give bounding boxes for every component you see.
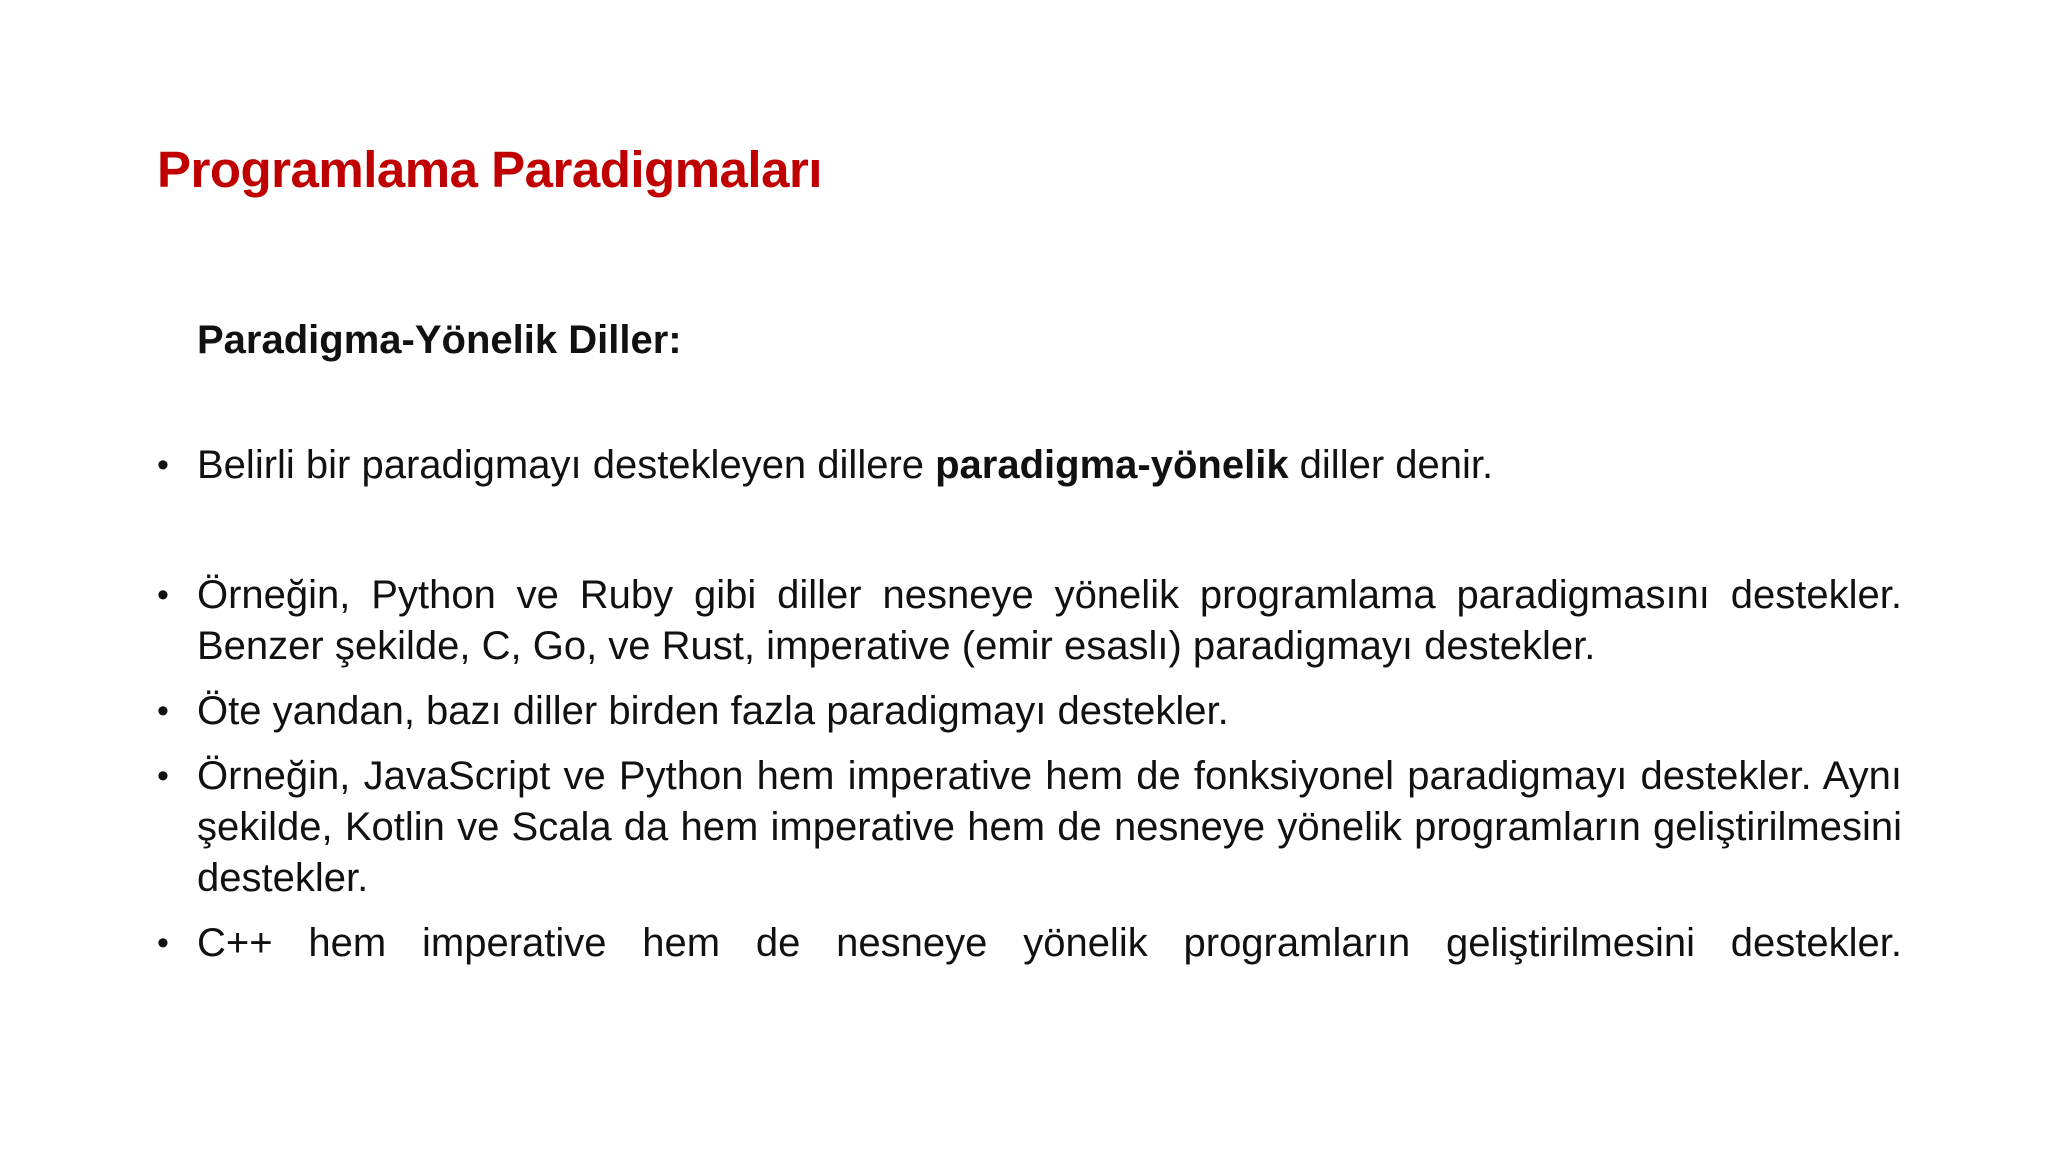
bullet-item — [157, 918, 1902, 969]
slide-title: Programlama Paradigmaları — [157, 141, 822, 198]
section-subheading: Paradigma-Yönelik Diller: — [197, 318, 682, 362]
bullet-marker-icon: • — [157, 446, 169, 484]
bullet-text-after: diller denir. — [1288, 443, 1494, 487]
bullet-marker-icon: • — [157, 576, 169, 614]
bullet-marker-icon: • — [157, 757, 169, 795]
bullet-text-bold: paradigma-yönelik — [935, 443, 1289, 487]
bullet-marker-icon: • — [157, 924, 169, 962]
bullet-text: Örneğin, Python ve Ruby gibi diller nesneye yönelik programlama paradigmasını destekler. Benzer şekilde, C, Go, ve Rust, imperative (emir esaslı) paradigmayı destekler. — [197, 573, 1902, 668]
bullet-text: C++ hem imperative hem de nesneye yönelik programların geliştirilmesini destekler. — [197, 921, 1902, 965]
bullet-text: Örneğin, JavaScript ve Python hem imperative hem de fonksiyonel paradigmayı destekler. Aynı şekilde, Kotlin ve Scala da hem imperative hem de nesneye yönelik programların geliştirilmesini destekler. — [197, 754, 1902, 900]
bullet-item — [157, 751, 1902, 904]
bullet-item — [157, 570, 1902, 672]
bullet-item — [157, 440, 1902, 491]
bullet-marker-icon: • — [157, 692, 169, 730]
bullet-text-before: Belirli bir paradigmayı destekleyen dillere — [197, 443, 936, 487]
bullet-list — [157, 440, 1902, 969]
bullet-text: Öte yandan, bazı diller birden fazla paradigmayı destekler. — [197, 689, 1229, 733]
bullet-item — [157, 686, 1902, 737]
